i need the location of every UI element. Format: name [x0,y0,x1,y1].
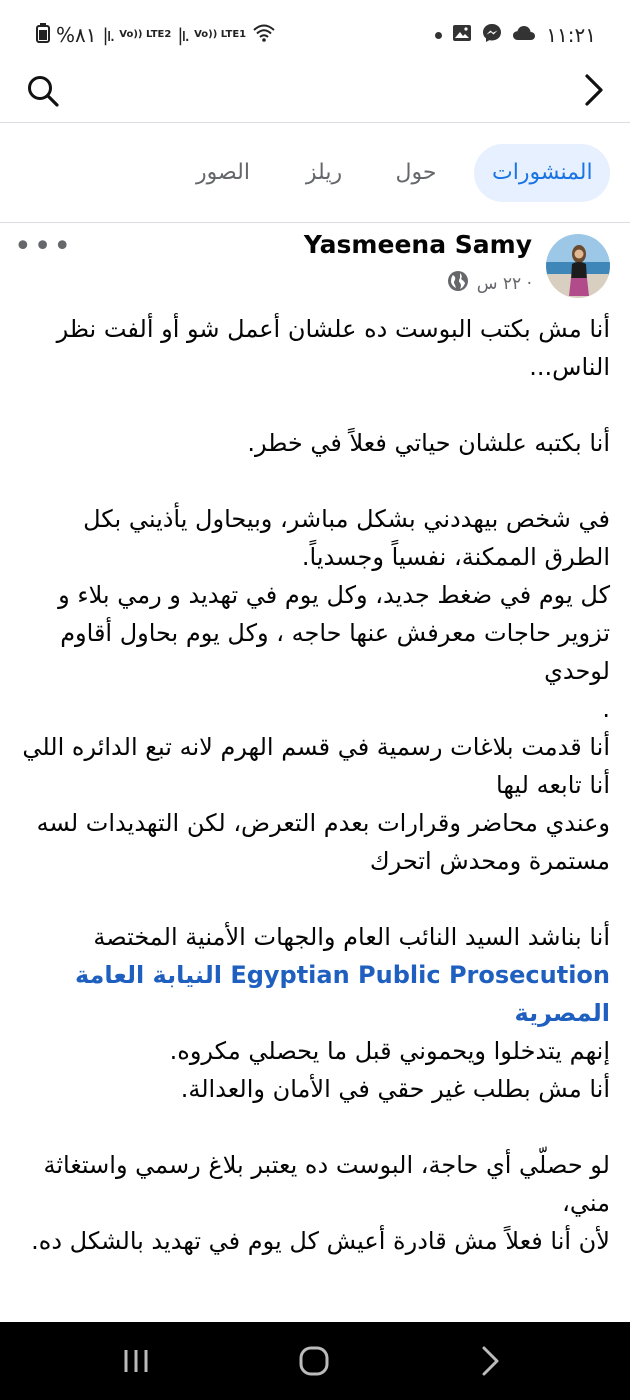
battery-icon [36,23,50,48]
post-paragraph-6: أنا قدمت بلاغات رسمية في قسم الهرم لانه تبع الدائره اللي أنا تابعه ليها [22,733,610,799]
post-paragraph-8: أنا بناشد السيد النائب العام والجهات الأمنية المختصة [93,923,610,951]
signal-icon-2: |ı. [177,24,189,46]
post-meta [447,270,532,297]
post-paragraph-5: . [602,695,610,723]
paragraph-gap [20,386,610,424]
post-header [0,230,630,302]
post-paragraph-9: إنهم يتدخلوا ويحموني قبل ما يحصلي مكروه. [169,1037,610,1065]
post-time[interactable]: ٢٢ س · [476,273,532,294]
network-lte2: Vo)) LTE2 [119,29,172,40]
post-paragraph-10: أنا مش بطلب غير حقي في الأمان والعدالة. [180,1075,610,1103]
post-paragraph-11: لو حصلّي أي حاجة، البوست ده يعتبر بلاغ رسمي واستغاثة مني، [43,1151,610,1217]
avatar[interactable] [546,234,610,298]
post-paragraph-4: كل يوم في ضغط جديد، وكل يوم في تهديد و رمي بلاء و تزوير حاجات معرفش عنها حاجه ، وكل يوم بحاول أقاوم لوحدي [58,581,610,685]
post-paragraph-12: لأن أنا فعلاً مش قادرة أعيش كل يوم في تهديد بالشكل ده. [31,1227,610,1255]
tab-posts[interactable]: المنشورات [474,144,610,202]
status-bar [0,0,630,70]
mention-link[interactable]: Egyptian Public Prosecution النيابة العامة المصرية [74,961,610,1027]
profile-tabs [0,144,630,202]
post-paragraph-3: في شخص بيهددني بشكل مباشر، وبيحاول يأذيني بكل الطرق الممكنة، نفسياً وجسدياً. [83,505,610,571]
status-right [435,23,596,48]
tab-reels[interactable]: ريلز [305,160,343,185]
gallery-icon [452,23,472,48]
globe-icon [447,270,469,297]
wifi-icon [252,23,276,48]
tabs-divider [0,222,630,223]
notification-dot-icon [435,32,442,39]
more-horizontal-icon[interactable]: ••• [14,229,74,264]
header-divider [0,122,630,123]
paragraph-gap [20,880,610,918]
signal-icon: |ı. [102,24,114,46]
tab-about[interactable]: حول [395,160,437,185]
cloud-icon [512,23,536,47]
post-author[interactable]: Yasmeena Samy [303,230,532,259]
clock-time: ١١:٢١ [546,23,596,47]
paragraph-gap [20,1108,610,1146]
recents-icon[interactable] [114,1340,158,1382]
messenger-icon [482,23,502,48]
post-paragraph-2: أنا بكتبه علشان حياتي فعلاً في خطر. [247,429,610,457]
home-icon[interactable] [292,1340,336,1382]
chevron-right-icon[interactable] [578,72,608,108]
network-lte1: Vo)) LTE1 [194,29,247,40]
paragraph-gap [20,462,610,500]
app-header [0,62,630,118]
post-body [20,310,610,1260]
battery-percent: %٨١ [56,23,97,47]
post-paragraph-7: وعندي محاضر وقرارات بعدم التعرض، لكن التهديدات لسه مستمرة ومحدش اتحرك [36,809,610,875]
post-paragraph-1: أنا مش بكتب البوست ده علشان أعمل شو أو ألفت نظر الناس... [56,315,610,381]
search-icon[interactable] [26,74,60,108]
system-nav-bar [0,1322,630,1400]
status-left [36,23,276,48]
back-icon[interactable] [468,1340,512,1382]
tab-photos[interactable]: الصور [196,160,250,185]
